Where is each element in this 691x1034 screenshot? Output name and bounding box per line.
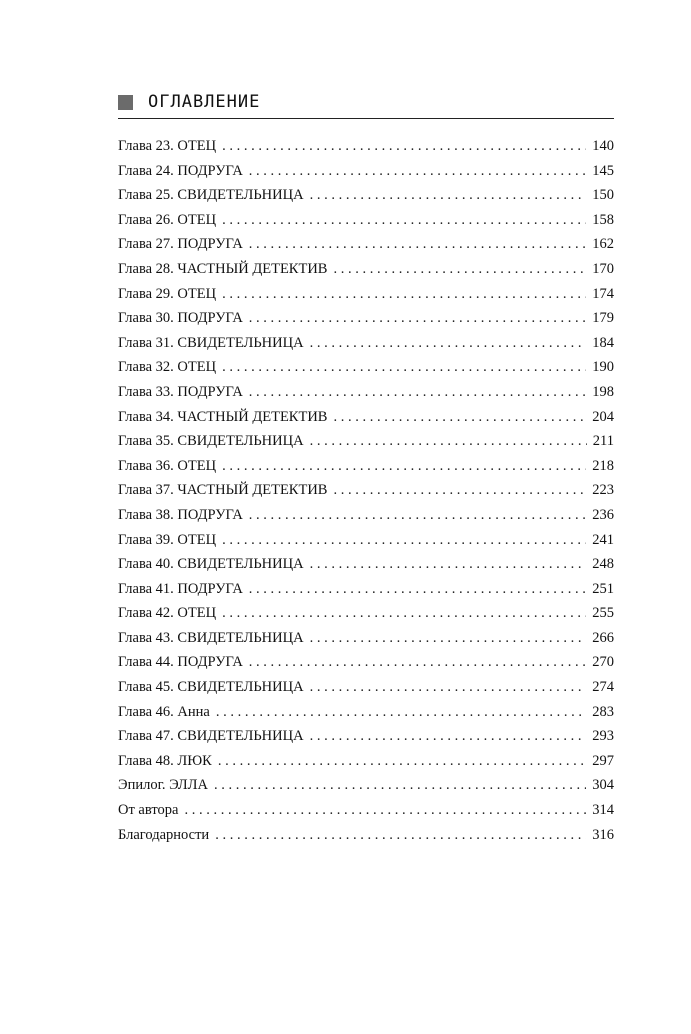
toc-entry-title: Глава 46. Анна: [118, 703, 210, 720]
toc-entry-page: 158: [592, 211, 614, 228]
toc-entry-page: 145: [592, 162, 614, 179]
toc-entry[interactable]: [118, 528, 614, 553]
toc-entry-title: Глава 45. СВИДЕТЕЛЬНИЦА: [118, 679, 304, 696]
toc-entry[interactable]: [118, 232, 614, 257]
toc-entry[interactable]: [118, 577, 614, 602]
dot-leader: [214, 773, 586, 798]
dot-leader: [310, 675, 587, 700]
dot-leader: [249, 159, 586, 184]
toc-entry-page: 314: [592, 802, 614, 819]
dot-leader: [222, 282, 586, 307]
toc-entry[interactable]: [118, 208, 614, 233]
toc-entry-page: 150: [592, 187, 614, 204]
toc-entry[interactable]: [118, 405, 614, 430]
page-title: ОГЛАВЛЕНИЕ: [148, 92, 261, 112]
toc-entry-title: Глава 43. СВИДЕТЕЛЬНИЦА: [118, 629, 304, 646]
toc-entry-page: 248: [592, 556, 614, 573]
toc-entry-title: Глава 25. СВИДЕТЕЛЬНИЦА: [118, 187, 304, 204]
toc-entry[interactable]: [118, 552, 614, 577]
toc-entry-page: 170: [592, 260, 614, 277]
toc-entry-page: 274: [592, 679, 614, 696]
toc-entry-page: 251: [592, 580, 614, 597]
toc-entry-title: Глава 48. ЛЮК: [118, 752, 212, 769]
dot-leader: [222, 601, 586, 626]
toc-entry-title: Глава 35. СВИДЕТЕЛЬНИЦА: [118, 433, 304, 450]
dot-leader: [222, 134, 586, 159]
toc-entry-title: Глава 41. ПОДРУГА: [118, 580, 243, 597]
toc-entry-page: 297: [592, 752, 614, 769]
toc-entry-title: Глава 44. ПОДРУГА: [118, 654, 243, 671]
toc-entry[interactable]: [118, 503, 614, 528]
toc-entry[interactable]: [118, 257, 614, 282]
toc-entry-title: Глава 37. ЧАСТНЫЙ ДЕТЕКТИВ: [118, 482, 328, 499]
dot-leader: [310, 724, 587, 749]
dot-leader: [222, 355, 586, 380]
toc-entry-page: 266: [592, 629, 614, 646]
toc-entry[interactable]: [118, 183, 614, 208]
toc-entry-title: Эпилог. ЭЛЛА: [118, 777, 208, 794]
toc-entry-title: Глава 38. ПОДРУГА: [118, 506, 243, 523]
toc-header: [118, 90, 614, 119]
toc-entry-title: Глава 40. СВИДЕТЕЛЬНИЦА: [118, 556, 304, 573]
toc-entry[interactable]: [118, 601, 614, 626]
toc-entry-page: 179: [592, 310, 614, 327]
toc-entry-page: 211: [592, 433, 614, 450]
toc-entry[interactable]: [118, 159, 614, 184]
toc-entry-page: 218: [592, 457, 614, 474]
toc-entry-title: Глава 23. ОТЕЦ: [118, 138, 217, 154]
toc-entry-page: 198: [592, 383, 614, 400]
toc-entry-page: 236: [592, 506, 614, 523]
toc-entry-title: Глава 33. ПОДРУГА: [118, 383, 243, 400]
dot-leader: [249, 380, 586, 405]
toc-entry-page: 174: [592, 285, 614, 302]
dot-leader: [222, 454, 586, 479]
toc-entry-title: Благодарности: [118, 826, 210, 843]
dot-leader: [249, 577, 586, 602]
dot-leader: [222, 208, 586, 233]
toc-entry[interactable]: [118, 749, 614, 774]
toc-entry[interactable]: [118, 429, 614, 454]
toc-entry-title: Глава 39. ОТЕЦ: [118, 531, 217, 548]
toc-entry[interactable]: [118, 626, 614, 651]
toc-entry-title: Глава 28. ЧАСТНЫЙ ДЕТЕКТИВ: [118, 260, 328, 277]
toc-entry-title: Глава 26. ОТЕЦ: [118, 211, 217, 228]
toc-entry[interactable]: [118, 331, 614, 356]
toc-entry-page: 304: [592, 777, 614, 794]
header-square-marker: [118, 95, 133, 110]
toc-entry[interactable]: [118, 798, 614, 823]
dot-leader: [333, 257, 586, 282]
toc-entry-title: Глава 32. ОТЕЦ: [118, 359, 217, 376]
dot-leader: [218, 749, 586, 774]
toc-entry-title: Глава 29. ОТЕЦ: [118, 285, 217, 302]
toc-entry-page: 283: [592, 703, 614, 720]
toc-entry-page: 162: [592, 236, 614, 253]
toc-entry[interactable]: [118, 773, 614, 798]
dot-leader: [249, 306, 586, 331]
dot-leader: [310, 183, 587, 208]
toc-entry-title: Глава 36. ОТЕЦ: [118, 457, 217, 474]
dot-leader: [215, 823, 586, 848]
toc-entry-page: 223: [592, 482, 614, 499]
toc-entry-page: 190: [592, 359, 614, 376]
toc-entry[interactable]: [118, 675, 614, 700]
toc-entry[interactable]: [118, 380, 614, 405]
toc-entry[interactable]: [118, 306, 614, 331]
dot-leader: [184, 798, 586, 823]
toc-entry-title: Глава 24. ПОДРУГА: [118, 162, 243, 179]
toc-entry-title: Глава 47. СВИДЕТЕЛЬНИЦА: [118, 728, 304, 745]
toc-entry-page: 140: [592, 138, 614, 154]
toc-entry-page: 241: [592, 531, 614, 548]
toc-entry[interactable]: [118, 823, 614, 848]
toc-entry-title: От автора: [118, 802, 179, 819]
toc-entry[interactable]: [118, 454, 614, 479]
toc-entry-title: Глава 27. ПОДРУГА: [118, 236, 243, 253]
toc-entry-page: 255: [592, 605, 614, 622]
toc-entry-page: 204: [592, 408, 614, 425]
dot-leader: [216, 700, 586, 725]
toc-entry-page: 270: [592, 654, 614, 671]
toc-entry-title: Глава 34. ЧАСТНЫЙ ДЕТЕКТИВ: [118, 408, 328, 425]
dot-leader: [222, 528, 586, 553]
dot-leader: [310, 626, 587, 651]
dot-leader: [249, 232, 586, 257]
dot-leader: [310, 552, 587, 577]
toc-entry-title: Глава 30. ПОДРУГА: [118, 310, 243, 327]
dot-leader: [249, 503, 586, 528]
toc-entry[interactable]: [118, 478, 614, 503]
dot-leader: [333, 478, 586, 503]
toc-entry-page: 184: [592, 334, 614, 351]
toc-entry-page: 293: [592, 728, 614, 745]
toc-entry[interactable]: [118, 650, 614, 675]
toc-entry[interactable]: [118, 700, 614, 725]
dot-leader: [310, 331, 587, 356]
toc-entry[interactable]: [118, 724, 614, 749]
toc-entry[interactable]: [118, 134, 614, 159]
dot-leader: [249, 650, 586, 675]
toc-entry-page: 316: [592, 826, 614, 843]
toc-entry[interactable]: [118, 282, 614, 307]
toc-entry-title: Глава 42. ОТЕЦ: [118, 605, 217, 622]
toc-entry[interactable]: [118, 355, 614, 380]
toc-entry-title: Глава 31. СВИДЕТЕЛЬНИЦА: [118, 334, 304, 351]
dot-leader: [310, 429, 587, 454]
dot-leader: [333, 405, 586, 430]
table-of-contents: [118, 134, 614, 847]
